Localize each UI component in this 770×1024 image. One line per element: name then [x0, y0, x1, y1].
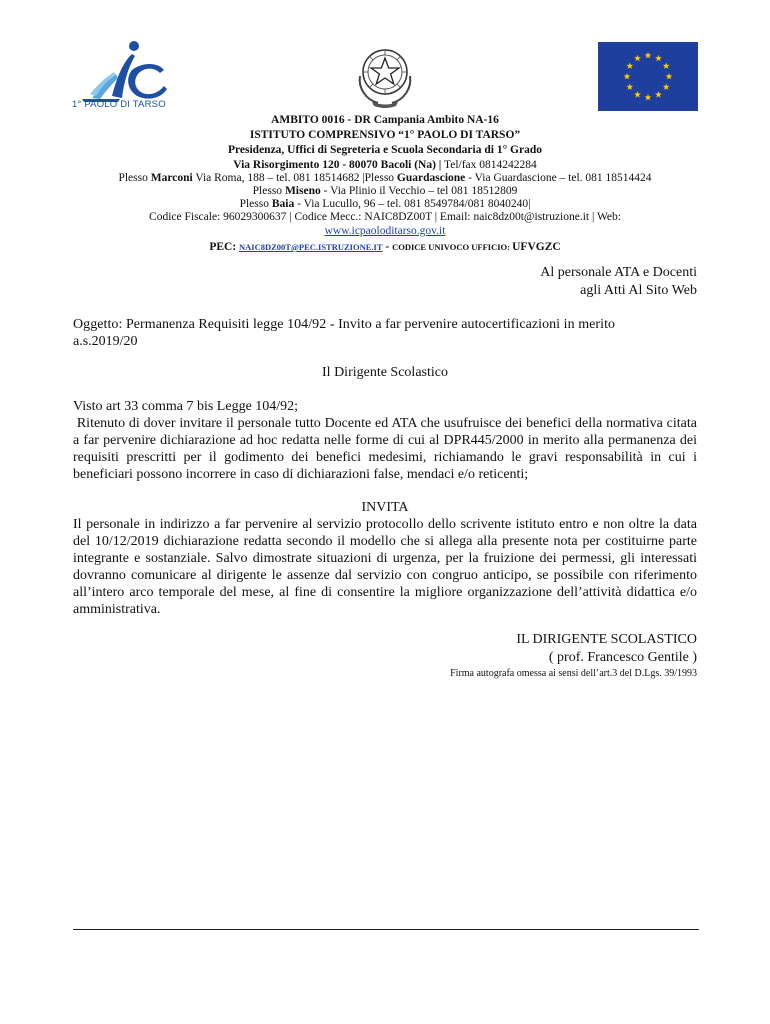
signature-note: Firma autografa omessa ai sensi dell’art.3 del D.Lgs. 39/1993 — [450, 668, 697, 679]
ritenuto-paragraph: Ritenuto di dover invitare il personale tutto Docente ed ATA che usufruisce dei benefici della normativa citata a far pervenire dichiarazione ad hoc redatta nelle forme di cui al DPR445/2000 in merito alla permanenza dei requisiti prescritti per il godimento dei benefici medesimi, richiamando le gravi responsabilità in cui i beneficiari possono incorrere in caso di dichiarazioni false, mendaci e/o reticenti; — [73, 416, 701, 482]
visto-line: Visto art 33 comma 7 bis Legge 104/92; — [73, 399, 299, 414]
pec-email-link[interactable]: NAIC8DZ00T@PEC.ISTRUZIONE.IT — [239, 242, 383, 252]
website-link[interactable]: www.icpaoloditarso.gov.it — [324, 225, 446, 237]
recipients-line-1: Al personale ATA e Docenti — [540, 265, 697, 280]
signature-title: IL DIRIGENTE SCOLASTICO — [516, 632, 697, 647]
subject-line-2: a.s.2019/20 — [73, 334, 138, 349]
header-plesso-miseno: Plesso Miseno - Via Plinio il Vecchio – tel 081 18512809 — [252, 185, 518, 197]
italian-republic-emblem-icon — [352, 40, 418, 108]
header-address: Via Risorgimento 120 - 80070 Bacoli (Na) | Tel/fax 0814242284 — [233, 159, 537, 171]
school-logo-caption: 1° PAOLO DI TARSO — [72, 99, 166, 110]
header-codes: Codice Fiscale: 96029300637 | Codice Mecc.: NAIC8DZ00T | Email: naic8dz00t@istruzione.it | Web: — [149, 211, 621, 223]
invita-heading: INVITA — [361, 500, 409, 515]
eu-flag-icon — [598, 42, 698, 111]
subject-line-1: Oggetto: Permanenza Requisiti legge 104/92 - Invito a far pervenire autocertificazioni in merito — [73, 317, 616, 332]
footer-rule — [73, 929, 699, 930]
dirigente-heading: Il Dirigente Scolastico — [322, 365, 448, 380]
signature-name: ( prof. Francesco Gentile ) — [548, 650, 697, 665]
header-presidenza: Presidenza, Uffici di Segreteria e Scuola Secondaria di 1° Grado — [227, 144, 542, 156]
header-institute-name: ISTITUTO COMPRENSIVO “1° PAOLO DI TARSO” — [249, 129, 521, 141]
recipients-line-2: agli Atti Al Sito Web — [580, 283, 697, 298]
header-plesso-marconi-guardascione: Plesso Marconi Via Roma, 188 – tel. 081 18514682 |Plesso Guardascione - Via Guardascione – tel. 081 18514424 — [118, 172, 652, 184]
invita-body-paragraph: Il personale in indirizzo a far pervenire al servizio protocollo dello scrivente istituto entro e non oltre la data del 10/12/2019 dichiarazione redatta secondo il modello che si allega alla presente nota per costituirne parte integrante e sostanziale. Salvo dimostrate situazioni di urgenza, per la fruizione dei permessi, gli interessati dovranno comunicare al dirigente le assenze dal servizio con congruo anticipo, se possibile con riferimento all’intero arco temporale del mese, al fine di consentire la migliore organizzazione dell’attività didattica e/o amministrativa. — [73, 517, 697, 617]
header-ambito: AMBITO 0016 - DR Campania Ambito NA-16 — [271, 114, 499, 126]
header-website-row — [0, 224, 770, 240]
header-pec-row: PEC: NAIC8DZ00T@PEC.ISTRUZIONE.IT - CODICE UNIVOCO UFFICIO: UFVGZC — [209, 241, 561, 253]
header-plesso-baia: Plesso Baia - Via Lucullo, 96 – tel. 081 8549784/081 8040240| — [239, 198, 531, 210]
